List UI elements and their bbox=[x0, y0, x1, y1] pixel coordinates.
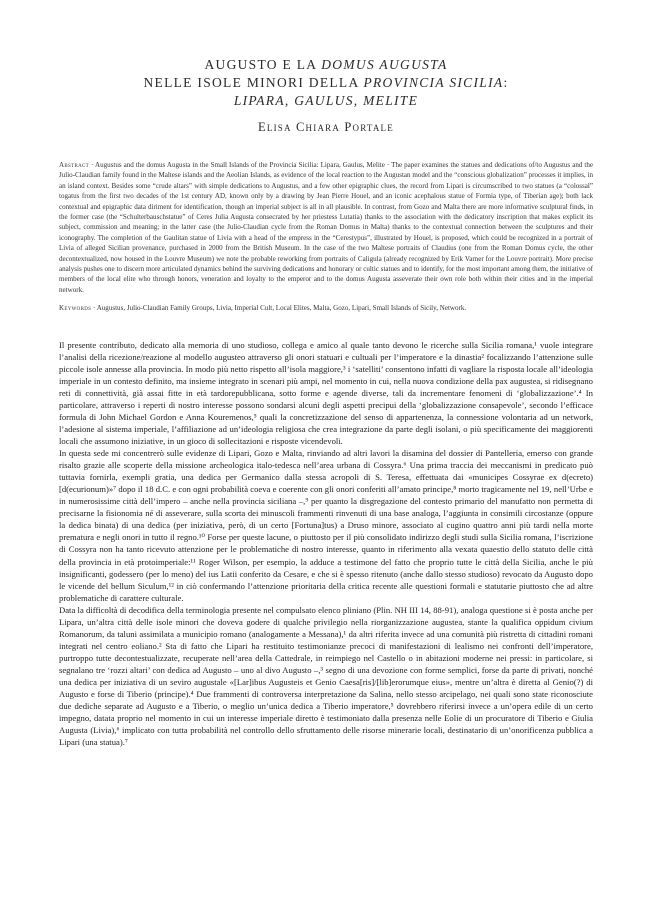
abstract-label: Abstract bbox=[59, 161, 89, 169]
abstract bbox=[59, 160, 593, 295]
title-line-1 bbox=[59, 56, 593, 74]
keywords-label: Keywords bbox=[59, 304, 92, 313]
abstract-text: · Augustus and the domus Augusta in the Small Islands of the Provincia Sicilia: Lipara, Gaulus, Melite · The paper examines the statues and dedications of/to Augustus and the Julio-Claudian family found in the Maltese islands and the Aeolian Islands, as evidence of the local reaction to the Augustan model and the “conscious globalization” processes it implies, in an island context. Besides some “crude altars” with simple dedications to Augustus, and a few other epigraphic clues, the record from Lipari is circumscribed to two statues (a “colossal” togatus from the first two decades of the 1st century AD, known only by a drawing by Jean Pierre Houel, and an iconic acephalous statue of Formia type, of Tiberian age); both lack contextual and epigraphic data diriment for identification, though an imperial subject is all in all plausible. In contrast, from Gozo and Malta there are more informative sculptural finds, in the former case (the “Schulterbauschstatue” of Ceres Julia Augusta consecrated by her priestess Lutatia) thanks to the association with the dedicatory inscription that makes explicit its subject, commission and meaning; in the latter case (the Julio-Claudian cycle from the Roman Domus in Malta) thanks to the contextual connection between the sculptures and their iconography. The completion of the Gaulitan statue of Livia with a head of the empress in the “Cerestypus”, illustrated by Houel, is proposed, which could be recognized in a portrait of Livia of alleged Sicilian provenance, purchased in 2000 from the British Museum. In the case of the two Maltese portraits of Claudius (one from the Roman Domus cycle, the other decontextualized, now housed in the Louvre Museum) we note the probable reworking from portraits of Caligula (already recognized by Erik Varner for the Louvre portrait). More precise analysis pushes one to discern more articulated dynamics behind the surviving dedications and honorary or cultic statues and to identify, for the most important among them, the initiative of members of the local elite who through honors, veneration and loyalty to the emperor and to the domus Augusta asseverate their own role both within their cities and in the imperial network. bbox=[59, 161, 593, 294]
title-text: : bbox=[503, 75, 509, 90]
title-line-2 bbox=[59, 74, 593, 92]
body-paragraph: Il presente contributo, dedicato alla memoria di uno studioso, collega e amico al quale tanto devono le ricerche sulla Sicilia romana,¹ vuole integrare l’analisi della ricezione/reazione al modello augusteo attraverso gli onori statuari e cultuali per l’imperatore e la dinastia² focalizzando l’attenzione sulle piccole isole annesse alla provincia. In modo più netto rispetto all’isola maggiore,³ i ‘satelliti’ consentono infatti di vagliare la risposta locale all’ideologia imperiale in un contesto definito, ma insieme integrato in scenari più ampi, nel momento in cui, nella nuova condizione della pax augustea, si ridisegnano reti di connettività, già assai fitte in età tardorepubblicana, sotto forme e agende diverse, tali da incrementare fenomeni di ‘globalizzazione’.⁴ In particolare, attraverso i reperti di nostro interesse possono sondarsi alcuni degli aspetti precipui della ‘globalizzazione consapevole’, secondo l’efficace formula di John Michael Gordon e Anna Kouremenos,⁵ quali la concretizzazione del senso di appartenenza, la connessione volontaria ad un network, l’adesione al sistema imperiale, l’affiliazione ad un’ideologia religiosa che crea integrazione da parte degli isolani, o più specificamente dei maggiorenti locali che assumono iniziative, in un gioco di sollecitazioni e risposte vicendevoli. bbox=[59, 339, 593, 447]
body-paragraph: In questa sede mi concentrerò sulle evidenze di Lipari, Gozo e Malta, rinviando ad altri lavori la disamina del dossier di Pantelleria, emerso con grande risalto grazie alle scoperte della missione archeologica italo-tedesca nell’area urbana di Cossyra.⁶ Una prima traccia dei meccanismi in predicato può tuttavia fornirla, exempli gratia, una dedica per Germanico dalla stessa acropoli di S. Teresa, effettuata dai «municipes Cossyrae ex d(ecreto) [d(ecurionum)»⁷ dopo il 18 d.C. e con ogni probabilità coeva e coerente con gli onori conferiti all’amato principe,⁸ morto tragicamente nel 19, nell’Urbe e in numerosissime città dell’impero – anche nella provincia siciliana –,⁹ per quanto la disgregazione del contesto primario del manufatto non permetta di precisarne la fisionomia né di asseverare, sulla scorta dei minuscoli frammenti rinvenuti di una base analoga, l’aggiunta in consimili circostanze (oppure la dedica binata) di una dedica (per iniziativa, però, di un certo [Fortuna]tus) a Druso minore, associato al cugino quattro anni più tardi nella morte prematura e negli onori in tutto il regno.¹⁰ Forse per queste lacune, o piuttosto per il più consolidato indirizzo degli studi sulla Sicilia romana, l’iscrizione di Cossyra non ha tanto ricevuto attenzione per le problematiche di nostro interesse, quanto in riferimento alla vexata quaestio dello statuto delle città della provincia in età protoimperiale:¹¹ Roger Wilson, per esempio, la adduce a testimone del fatto che proprio tutte le città della Sicilia, anche le più insignificanti, godessero (per lo meno) del ius Latii conferito da Cesare, e che si è spesso ritenuto (anche dallo stesso studioso) revocato da Augusto dopo le vicende del bellum Siculum,¹² in ciò confermando l’attenzione prioritaria della critica recente alle questioni formali e statutarie piuttosto che ad altre problematiche di carattere culturale. bbox=[59, 448, 593, 603]
keywords-text: · Augustus, Julio-Claudian Family Groups, Livia, Imperial Cult, Local Elites, Malta, Gozo, Lipari, Small Islands of Sicily, Network. bbox=[91, 304, 467, 313]
article-body bbox=[59, 339, 593, 749]
title-text: AUGUSTO E LA bbox=[204, 57, 322, 72]
title-text: NELLE ISOLE MINORI DELLA bbox=[143, 75, 364, 90]
body-paragraph: Data la difficoltà di decodifica della terminologia presente nel compulsato elenco pliniano (Plin. NH III 14, 88-91), analoga questione si è posta anche per Lipara, un’altra città delle isole minori che doveva godere di qualche privilegio nella riorganizzazione augustea, stante la qualifica oppidum civium Romanorum, da taluni assimilata a municipio romano (analogamente a Messana),¹ da altri riferita invece ad una comunità più ristretta di cittadini romani integrati nel centro eoliano.² Sta di fatto che Lipari ha restituito testimonianze precoci di manifestazioni di lealismo nei confronti dell’imperatore, purtroppo tutte decontestualizzate, recuperate nell’area della Cattedrale, in reimpiego nel Castello o in abitazioni moderne nei pressi: in particolare, si segnalano tre ‘rozzi altari’ con dedica ad Augusto – uno al divo Augusto –,³ segno di una devozione con forme semplici, forse da parte di privati, nonché una dedica per iniziativa di un seviro augustale «[Lar]ibus Augusteis et Genio Caesa[ris]/[lib]erorumque eius», mentre un’altra è diretta al Genio(?) di Augusto e forse di Tiberio (principe).⁴ Due frammenti di controversa interpretazione da Salina, nello stesso arcipelago, nei quali sono state riconosciute due dediche separate ad Augusto e a Tiberio, o meglio un’unica dedica a Tiberio imperatore,⁵ dovrebbero riferirsi invece a un’opera edile di un certo impegno, datata proprio nel momento in cui un interesse imperiale diretto è testimoniato dalla presenza nelle Eolie di un procuratore di Tiberio e Giulia Augusta (Livia),⁶ implicato con tutta probabilità nel controllo dello sfruttamento delle risorse minerarie locali, destinatario di un’onorificenza pubblica a Lipari (una statua).⁷ bbox=[59, 604, 593, 748]
author-name: Elisa Chiara Portale bbox=[258, 120, 394, 134]
keywords bbox=[59, 303, 593, 313]
title-italic: PROVINCIA SICILIA bbox=[363, 75, 504, 90]
title-line-3 bbox=[59, 92, 593, 110]
title-italic: LIPARA, GAULUS, MELITE bbox=[233, 93, 419, 108]
title-italic: DOMUS AUGUSTA bbox=[321, 57, 448, 72]
article-title bbox=[59, 56, 593, 110]
page bbox=[59, 0, 593, 748]
